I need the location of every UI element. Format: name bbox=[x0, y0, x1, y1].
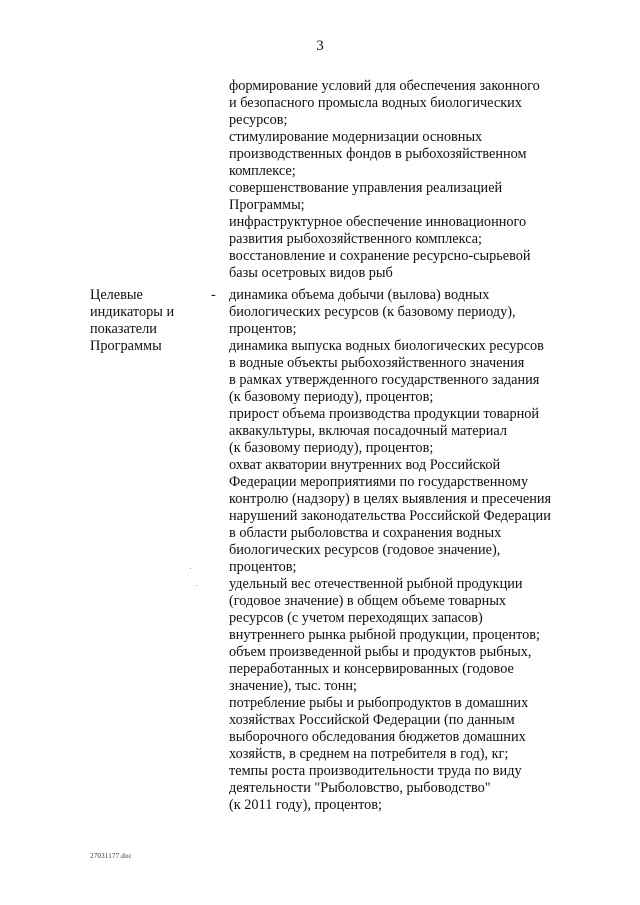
indicator-line: (к базовому периоду), процентов; bbox=[229, 389, 434, 405]
indicator-line: охват акватории внутренних вод Российской bbox=[229, 457, 501, 473]
goals-line: базы осетровых видов рыб bbox=[229, 265, 393, 281]
indicator-line: процентов; bbox=[229, 321, 297, 337]
goals-line: стимулирование модернизации основных bbox=[229, 129, 483, 145]
indicators-label-line: индикаторы и bbox=[90, 304, 175, 320]
goals-line: формирование условий для обеспечения законного bbox=[229, 78, 540, 94]
indicator-line: (к базовому периоду), процентов; bbox=[229, 440, 434, 456]
indicator-line: аквакультуры, включая посадочный материал bbox=[229, 423, 508, 439]
goals-line: совершенствование управления реализацией bbox=[229, 180, 503, 196]
goals-line: Программы; bbox=[229, 197, 305, 213]
scan-speck bbox=[196, 585, 197, 586]
indicator-line: прирост объема производства продукции товарной bbox=[229, 406, 540, 422]
goals-line: производственных фондов в рыбохозяйственном bbox=[229, 146, 527, 162]
indicator-line: динамика выпуска водных биологических ресурсов bbox=[229, 338, 544, 354]
footer-file-code: 27031177.doc bbox=[90, 852, 132, 860]
indicator-line: биологических ресурсов (к базовому периоду), bbox=[229, 304, 516, 320]
indicator-line: контролю (надзору) в целях выявления и пресечения bbox=[229, 491, 552, 507]
indicator-line: переработанных и консервированных (годовое bbox=[229, 661, 514, 677]
indicator-line: внутреннего рынка рыбной продукции, процентов; bbox=[229, 627, 540, 643]
indicator-line: объем произведенной рыбы и продуктов рыбных, bbox=[229, 644, 532, 660]
indicator-line: (годовое значение) в общем объеме товарных bbox=[229, 593, 507, 609]
indicator-line: темпы роста производительности труда по виду bbox=[229, 763, 522, 779]
indicator-line: динамика объема добычи (вылова) водных bbox=[229, 287, 490, 303]
goals-line: развития рыбохозяйственного комплекса; bbox=[229, 231, 483, 247]
indicator-line: хозяйств, в среднем на потребителя в год), кг; bbox=[229, 746, 509, 762]
indicator-line: хозяйствах Российской Федерации (по данным bbox=[229, 712, 515, 728]
indicator-line: Федерации мероприятиями по государственному bbox=[229, 474, 529, 490]
indicator-line: деятельности "Рыболовство, рыбоводство" bbox=[229, 780, 491, 796]
indicator-line: (к 2011 году), процентов; bbox=[229, 797, 383, 813]
indicator-line: биологических ресурсов (годовое значение), bbox=[229, 542, 501, 558]
indicator-line: в области рыболовства и сохранения водных bbox=[229, 525, 502, 541]
indicators-label-line: Целевые bbox=[90, 287, 143, 303]
indicator-line: в водные объекты рыбохозяйственного значения bbox=[229, 355, 525, 371]
page-number: 3 bbox=[316, 38, 324, 54]
indicator-line: значение), тыс. тонн; bbox=[229, 678, 357, 694]
goals-line: ресурсов; bbox=[229, 112, 288, 128]
indicators-label-line: показатели bbox=[90, 321, 157, 337]
goals-line: и безопасного промысла водных биологических bbox=[229, 95, 522, 111]
indicator-line: выборочного обследования бюджетов домашних bbox=[229, 729, 526, 745]
goals-line: комплексе; bbox=[229, 163, 296, 179]
indicator-line: в рамках утвержденного государственного задания bbox=[229, 372, 540, 388]
goals-line: восстановление и сохранение ресурсно-сырьевой bbox=[229, 248, 531, 264]
scan-speck bbox=[190, 568, 191, 569]
indicator-line: удельный вес отечественной рыбной продукции bbox=[229, 576, 523, 592]
separator-dash: - bbox=[211, 287, 216, 303]
indicator-line: ресурсов (с учетом переходящих запасов) bbox=[229, 610, 483, 626]
indicator-line: потребление рыбы и рыбопродуктов в домашних bbox=[229, 695, 529, 711]
goals-line: инфраструктурное обеспечение инновационного bbox=[229, 214, 527, 230]
indicator-line: нарушений законодательства Российской Федерации bbox=[229, 508, 551, 524]
indicators-label-line: Программы bbox=[90, 338, 162, 354]
indicator-line: процентов; bbox=[229, 559, 297, 575]
